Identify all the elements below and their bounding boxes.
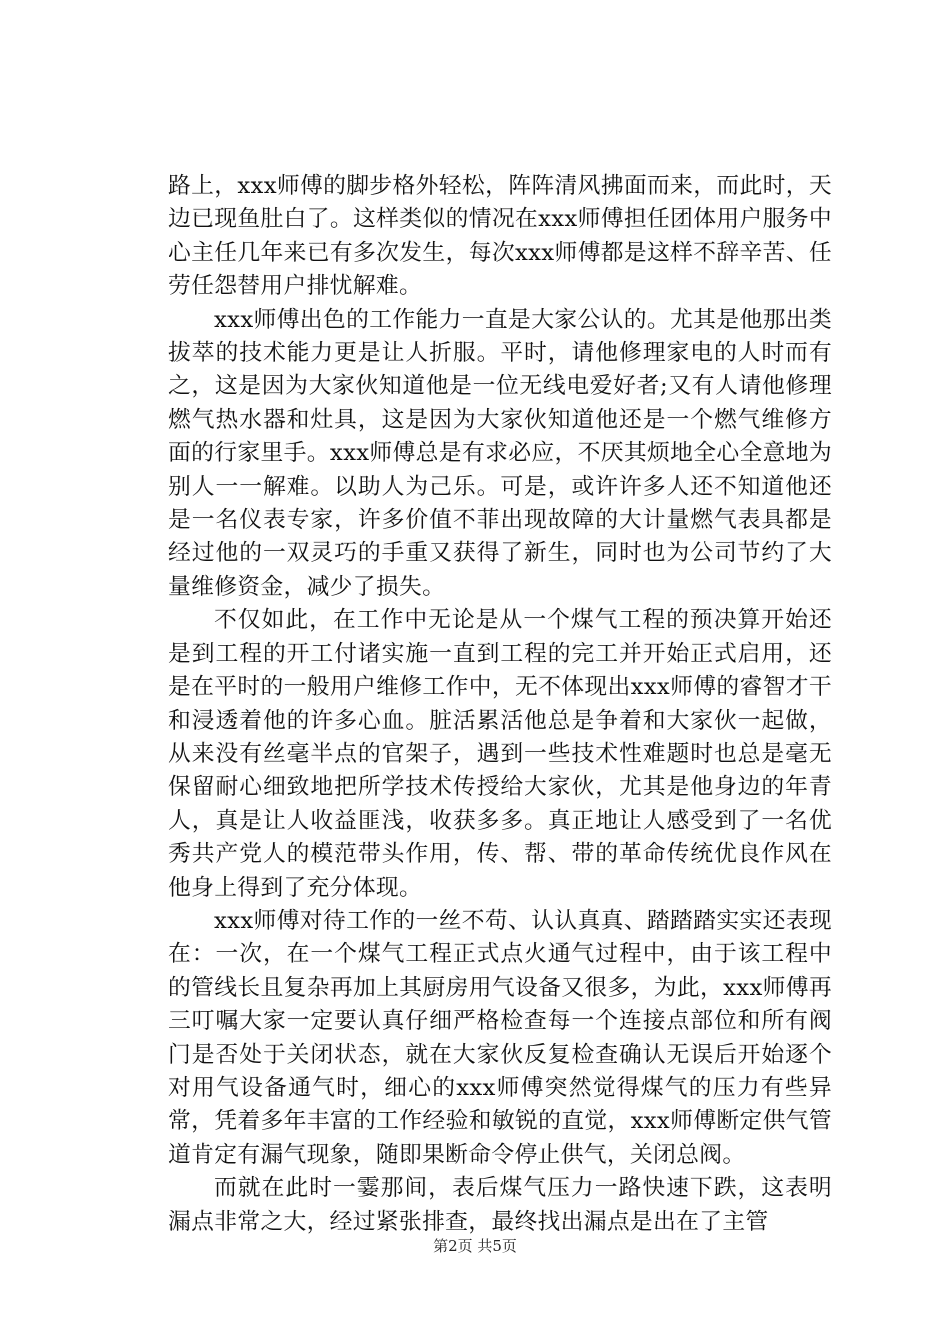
paragraph-5: 而就在此时一霎那间，表后煤气压力一路快速下跌，这表明漏点非常之大，经过紧张排查，最终找出漏点是出在了主管: [168, 1175, 832, 1235]
paragraph-3: 不仅如此，在工作中无论是从一个煤气工程的预决算开始还是到工程的开工付诸实施一直到工程的完工并开始正式启用，还是在平时的一般用户维修工作中，无不体现出xxx师傅的睿智才干和浸透着他的许多心血。脏活累活他总是争着和大家伙一起做，从来没有丝毫半点的官架子，遇到一些技术性难题时也总是毫无保留耐心细致地把所学技术传授给大家伙，尤其是他身边的年青人，真是让人收益匪浅，收获多多。真正地让人感受到了一名优秀共产党人的模范带头作用，传、帮、带的革命传统优良作风在他身上得到了充分体现。: [168, 607, 832, 901]
document-body: [168, 170, 832, 1239]
paragraph-2: xxx师傅出色的工作能力一直是大家公认的。尤其是他那出类拔萃的技术能力更是让人折服。平时，请他修理家电的人时而有之，这是因为大家伙知道他是一位无线电爱好者;又有人请他修理燃气热水器和灶具，这是因为大家伙知道他还是一个燃气维修方面的行家里手。xxx师傅总是有求必应，不厌其烦地全心全意地为别人一一解难。以助人为己乐。可是，或许许多人还不知道他还是一名仪表专家，许多价值不菲出现故障的大计量燃气表具都是经过他的一双灵巧的手重又获得了新生，同时也为公司节约了大量维修资金，减少了损失。: [168, 306, 832, 600]
paragraph-1: 路上，xxx师傅的脚步格外轻松，阵阵清风拂面而来，而此时，天边已现鱼肚白了。这样类似的情况在xxx师傅担任团体用户服务中心主任几年来已有多次发生，每次xxx师傅都是这样不辞辛苦、任劳任怨替用户排忧解难。: [168, 173, 832, 300]
page-number-footer: 第2页 共5页: [433, 1237, 517, 1255]
paragraph-4: xxx师傅对待工作的一丝不苟、认认真真、踏踏踏实实还表现在：一次，在一个煤气工程正式点火通气过程中，由于该工程中的管线长且复杂再加上其厨房用气设备又很多，为此，xxx师傅再三叮嘱大家一定要认真仔细严格检查每一个连接点部位和所有阀门是否处于关闭状态，就在大家伙反复检查确认无误后开始逐个对用气设备通气时，细心的xxx师傅突然觉得煤气的压力有些异常，凭着多年丰富的工作经验和敏锐的直觉，xxx师傅断定供气管道肯定有漏气现象，随即果断命令停止供气，关闭总阀。: [168, 907, 832, 1168]
